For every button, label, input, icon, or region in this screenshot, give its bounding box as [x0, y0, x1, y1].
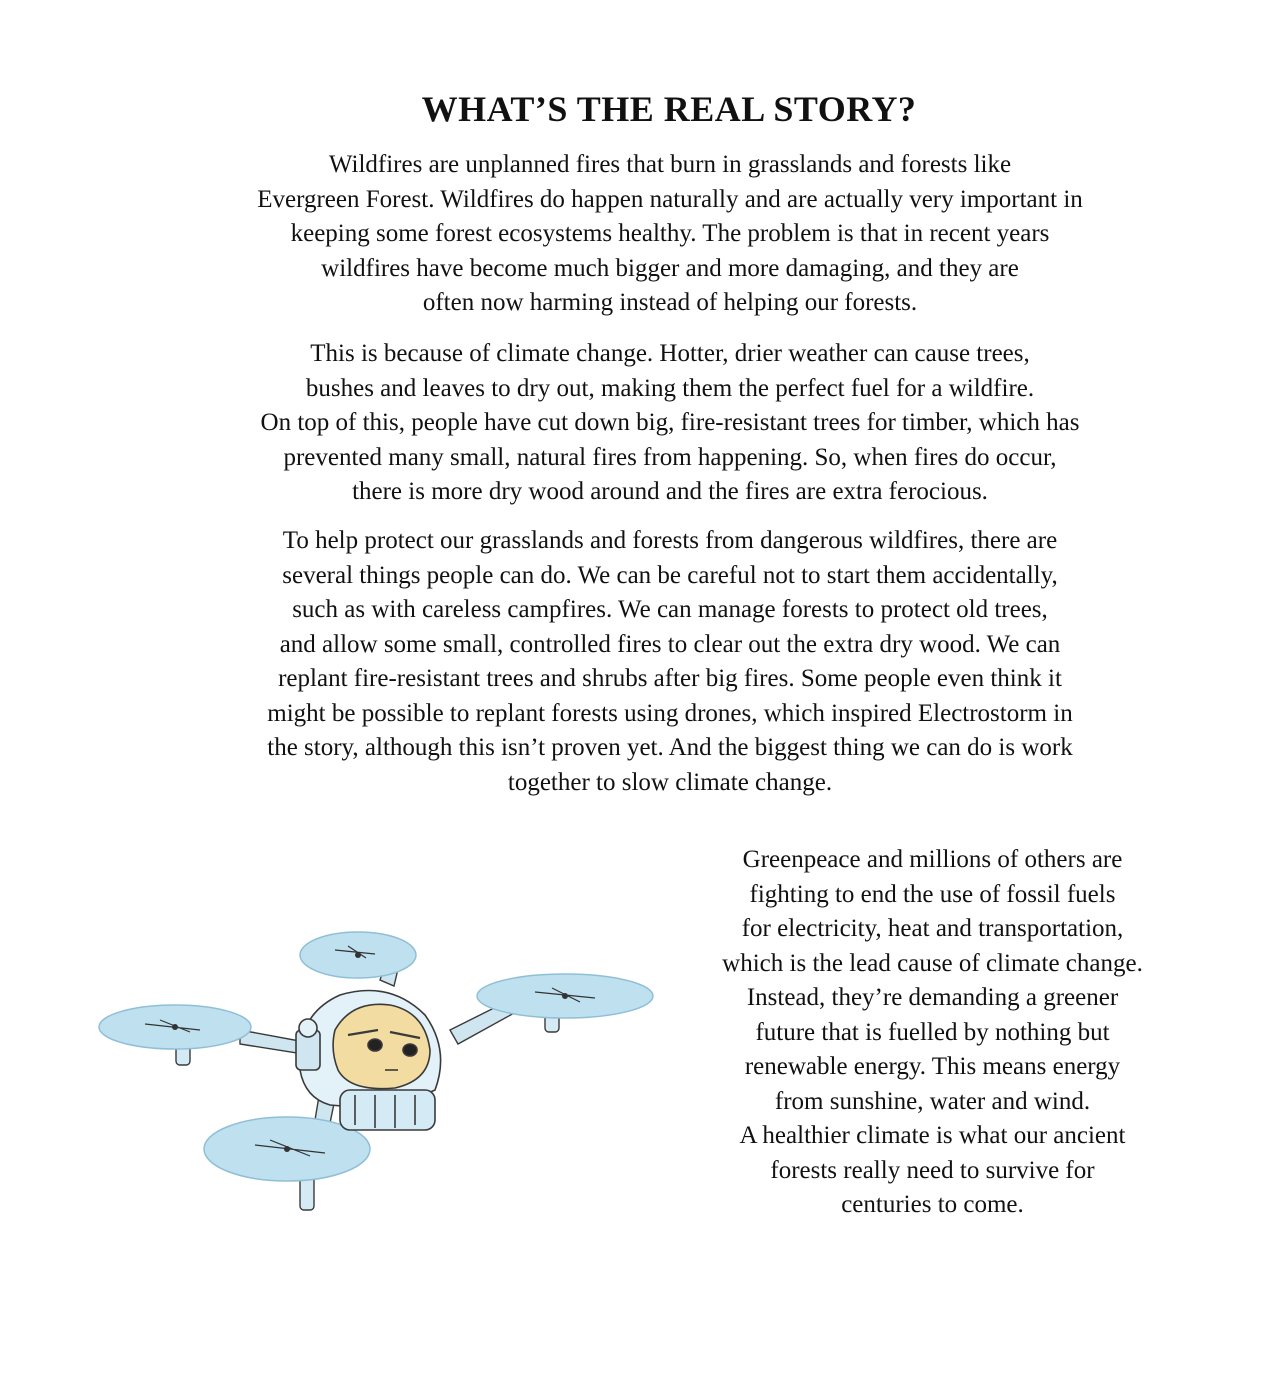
greenpeace-paragraph	[690, 843, 1175, 1223]
text-line: together to slow climate change.	[507, 768, 833, 796]
text-line: Greenpeace and millions of others are	[742, 846, 1123, 873]
text-line: for electricity, heat and transportation,	[741, 915, 1124, 942]
text-line: Evergreen Forest. Wildfires do happen naturally and are actually very important in	[257, 185, 1083, 213]
text-line: Instead, they’re demanding a greener	[746, 984, 1119, 1011]
text-line: This is because of climate change. Hotter, drier weather can cause trees,	[310, 340, 1030, 367]
text-line: future that is fuelled by nothing but	[755, 1018, 1110, 1046]
page-title: WHAT’S THE REAL STORY?	[421, 89, 917, 129]
text-line: several things people can do. We can be careful not to start them accidentally,	[282, 561, 1058, 589]
text-line: the story, although this isn’t proven yet. And the biggest thing we can do is work	[267, 734, 1073, 761]
text-line: such as with careless campfires. We can manage forests to protect old trees,	[292, 596, 1048, 623]
text-line: forests really need to survive for	[770, 1156, 1095, 1184]
text-line: there is more dry wood around and the fires are extra ferocious.	[352, 478, 988, 505]
text-line: Wildfires are unplanned fires that burn in grasslands and forests like	[328, 151, 1012, 178]
text-line: wildfires have become much bigger and more damaging, and they are	[321, 254, 1019, 282]
text-line: On top of this, people have cut down big, fire-resistant trees for timber, which has	[260, 409, 1080, 436]
text-line: keeping some forest ecosystems healthy. The problem is that in recent years	[290, 220, 1050, 247]
drone-illustration	[90, 920, 660, 1220]
text-line: To help protect our grasslands and forests from dangerous wildfires, there are	[282, 527, 1058, 554]
paragraph-protection	[190, 524, 1150, 800]
text-line: from sunshine, water and wind.	[774, 1087, 1091, 1115]
text-line: prevented many small, natural fires from happening. So, when fires do occur,	[283, 443, 1057, 471]
text-line: renewable energy. This means energy	[744, 1053, 1121, 1080]
text-line: centuries to come.	[841, 1191, 1024, 1218]
text-line: bushes and leaves to dry out, making them the perfect fuel for a wildfire.	[305, 374, 1035, 402]
text-line: A healthier climate is what our ancient	[739, 1122, 1126, 1149]
paragraph-climate-change	[190, 337, 1150, 510]
text-line: fighting to end the use of fossil fuels	[749, 880, 1116, 908]
text-line: and allow some small, controlled fires to clear out the extra dry wood. We can	[279, 630, 1061, 658]
text-line: often now harming instead of helping our forests.	[422, 289, 918, 316]
text-line: which is the lead cause of climate change.	[722, 949, 1143, 977]
text-line: might be possible to replant forests using drones, which inspired Electrostorm in	[267, 699, 1073, 727]
paragraph-wildfires	[190, 148, 1150, 321]
text-line: replant fire-resistant trees and shrubs after big fires. Some people even think it	[278, 665, 1062, 692]
